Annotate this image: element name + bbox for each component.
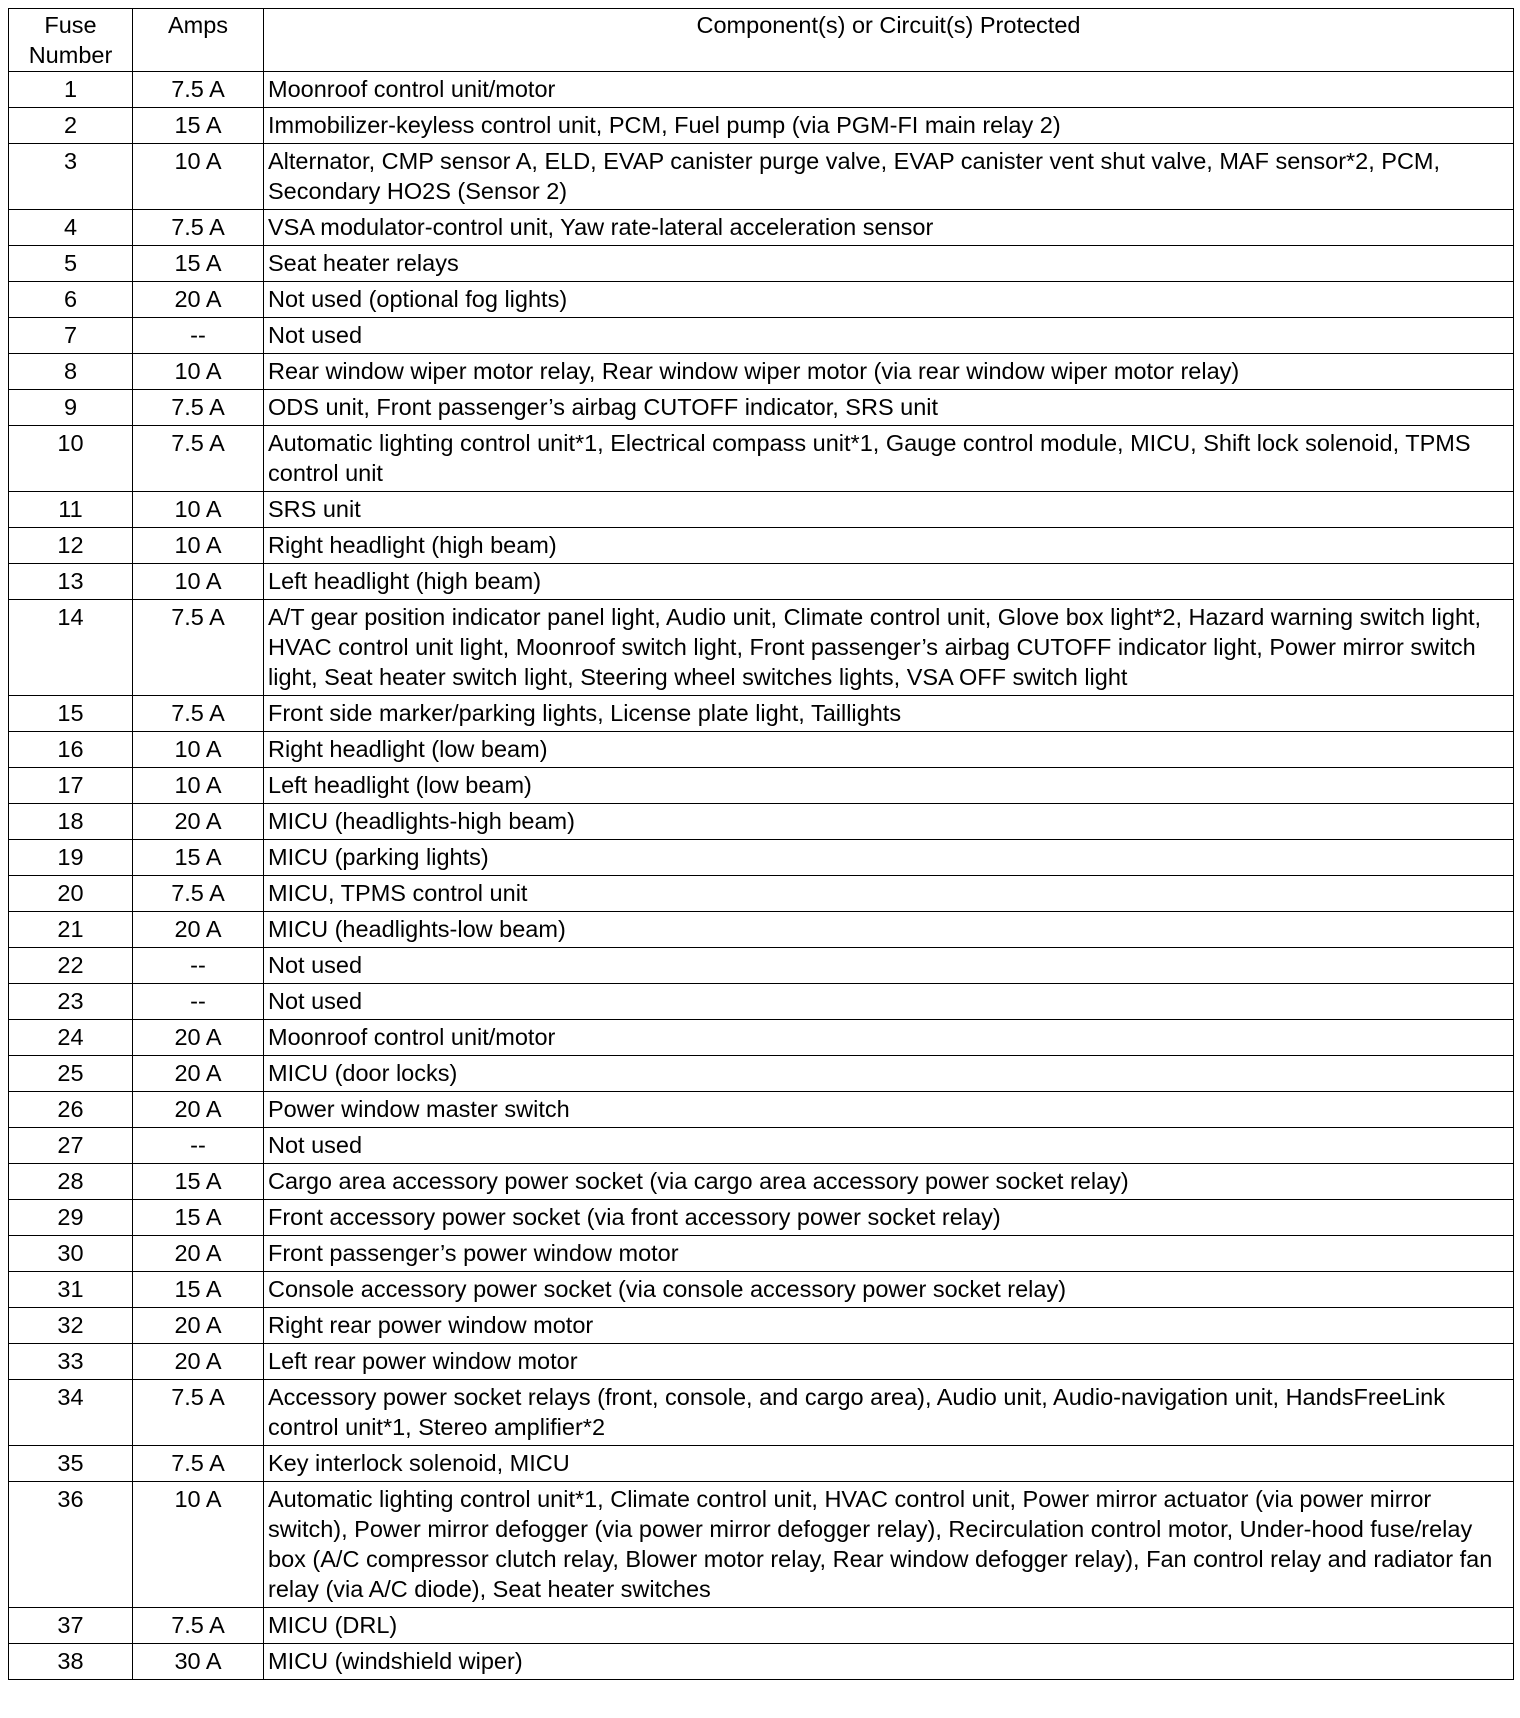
table-row (9, 912, 1514, 948)
amps-cell: 15 A (133, 1164, 264, 1200)
table-row (9, 768, 1514, 804)
fuse-number-cell: 4 (9, 210, 133, 246)
table-row (9, 1020, 1514, 1056)
component-cell: Front passenger’s power window motor (264, 1236, 1514, 1272)
fuse-number-cell: 25 (9, 1056, 133, 1092)
table-row (9, 564, 1514, 600)
table-body (9, 72, 1514, 1680)
fuse-number-cell: 23 (9, 984, 133, 1020)
amps-cell: 10 A (133, 1482, 264, 1608)
fuse-number-cell: 16 (9, 732, 133, 768)
table-row (9, 876, 1514, 912)
table-row (9, 246, 1514, 282)
fuse-number-cell: 27 (9, 1128, 133, 1164)
table-row (9, 948, 1514, 984)
fuse-number-cell: 18 (9, 804, 133, 840)
table-row (9, 984, 1514, 1020)
component-cell: Accessory power socket relays (front, console, and cargo area), Audio unit, Audio-navigation unit, HandsFreeLink control unit*1, Stereo amplifier*2 (264, 1380, 1514, 1446)
table-row (9, 1164, 1514, 1200)
amps-cell: 7.5 A (133, 426, 264, 492)
component-cell: MICU (parking lights) (264, 840, 1514, 876)
fuse-number-cell: 19 (9, 840, 133, 876)
component-cell: Automatic lighting control unit*1, Electrical compass unit*1, Gauge control module, MICU, Shift lock solenoid, TPMS control unit (264, 426, 1514, 492)
component-cell: MICU, TPMS control unit (264, 876, 1514, 912)
table-row (9, 1446, 1514, 1482)
fuse-number-cell: 10 (9, 426, 133, 492)
amps-cell: 7.5 A (133, 390, 264, 426)
amps-cell: -- (133, 984, 264, 1020)
table-row (9, 318, 1514, 354)
component-cell: SRS unit (264, 492, 1514, 528)
component-cell: MICU (DRL) (264, 1608, 1514, 1644)
table-row (9, 282, 1514, 318)
amps-cell: 20 A (133, 1092, 264, 1128)
fuse-number-cell: 34 (9, 1380, 133, 1446)
amps-cell: 20 A (133, 1236, 264, 1272)
amps-cell: 10 A (133, 144, 264, 210)
fuse-number-cell: 28 (9, 1164, 133, 1200)
amps-cell: 10 A (133, 768, 264, 804)
amps-cell: 15 A (133, 1200, 264, 1236)
table-row (9, 528, 1514, 564)
component-cell: Console accessory power socket (via console accessory power socket relay) (264, 1272, 1514, 1308)
component-cell: Automatic lighting control unit*1, Climate control unit, HVAC control unit, Power mirror actuator (via power mirror switch), Power mirror defogger (via power mirror defogger relay), Recirculation control motor, Under-hood fuse/relay box (A/C compressor clutch relay, Blower motor relay, Rear window defogger relay), Fan control relay and radiator fan relay (via A/C diode), Seat heater switches (264, 1482, 1514, 1608)
table-row (9, 1236, 1514, 1272)
component-cell: Cargo area accessory power socket (via cargo area accessory power socket relay) (264, 1164, 1514, 1200)
amps-cell: 30 A (133, 1644, 264, 1680)
fuse-number-cell: 8 (9, 354, 133, 390)
amps-cell: 15 A (133, 1272, 264, 1308)
amps-cell: 20 A (133, 282, 264, 318)
table-row (9, 72, 1514, 108)
table-row (9, 1344, 1514, 1380)
component-cell: Not used (optional fog lights) (264, 282, 1514, 318)
table-row (9, 1128, 1514, 1164)
amps-cell: 7.5 A (133, 210, 264, 246)
table-row (9, 1482, 1514, 1608)
fuse-number-cell: 17 (9, 768, 133, 804)
table-row (9, 108, 1514, 144)
table-row (9, 1608, 1514, 1644)
component-cell: Key interlock solenoid, MICU (264, 1446, 1514, 1482)
component-cell: Front side marker/parking lights, License plate light, Taillights (264, 696, 1514, 732)
fuse-number-cell: 13 (9, 564, 133, 600)
fuse-number-cell: 33 (9, 1344, 133, 1380)
fuse-number-cell: 9 (9, 390, 133, 426)
amps-cell: 7.5 A (133, 1380, 264, 1446)
header-fuse-number: Fuse Number (9, 9, 133, 72)
component-cell: Right headlight (high beam) (264, 528, 1514, 564)
fuse-number-cell: 24 (9, 1020, 133, 1056)
fuse-table (8, 8, 1514, 1680)
fuse-number-cell: 22 (9, 948, 133, 984)
component-cell: Power window master switch (264, 1092, 1514, 1128)
component-cell: MICU (door locks) (264, 1056, 1514, 1092)
fuse-number-cell: 12 (9, 528, 133, 564)
component-cell: Moonroof control unit/motor (264, 1020, 1514, 1056)
component-cell: MICU (windshield wiper) (264, 1644, 1514, 1680)
amps-cell: 7.5 A (133, 600, 264, 696)
amps-cell: 20 A (133, 1308, 264, 1344)
table-row (9, 732, 1514, 768)
fuse-number-cell: 30 (9, 1236, 133, 1272)
amps-cell: 20 A (133, 804, 264, 840)
fuse-number-cell: 1 (9, 72, 133, 108)
amps-cell: 7.5 A (133, 876, 264, 912)
header-amps: Amps (133, 9, 264, 72)
amps-cell: 20 A (133, 1020, 264, 1056)
fuse-number-cell: 11 (9, 492, 133, 528)
amps-cell: 7.5 A (133, 696, 264, 732)
amps-cell: 7.5 A (133, 72, 264, 108)
component-cell: MICU (headlights-low beam) (264, 912, 1514, 948)
component-cell: Not used (264, 948, 1514, 984)
component-cell: Not used (264, 984, 1514, 1020)
fuse-number-cell: 15 (9, 696, 133, 732)
component-cell: A/T gear position indicator panel light, Audio unit, Climate control unit, Glove box light*2, Hazard warning switch light, HVAC control unit light, Moonroof switch light, Front passenger’s airbag CUTOFF indicator light, Power mirror switch light, Seat heater switch light, Steering wheel switches lights, VSA OFF switch light (264, 600, 1514, 696)
amps-cell: 20 A (133, 1344, 264, 1380)
amps-cell: 15 A (133, 108, 264, 144)
component-cell: Alternator, CMP sensor A, ELD, EVAP canister purge valve, EVAP canister vent shut valve, MAF sensor*2, PCM, Secondary HO2S (Sensor 2) (264, 144, 1514, 210)
amps-cell: -- (133, 1128, 264, 1164)
amps-cell: -- (133, 318, 264, 354)
table-row (9, 600, 1514, 696)
table-row (9, 492, 1514, 528)
amps-cell: 20 A (133, 1056, 264, 1092)
table-row (9, 426, 1514, 492)
fuse-number-cell: 2 (9, 108, 133, 144)
component-cell: ODS unit, Front passenger’s airbag CUTOFF indicator, SRS unit (264, 390, 1514, 426)
fuse-number-cell: 35 (9, 1446, 133, 1482)
table-row (9, 390, 1514, 426)
fuse-number-cell: 37 (9, 1608, 133, 1644)
header-row (9, 9, 1514, 72)
fuse-number-cell: 32 (9, 1308, 133, 1344)
amps-cell: 10 A (133, 732, 264, 768)
amps-cell: 20 A (133, 912, 264, 948)
table-row (9, 1644, 1514, 1680)
component-cell: Left rear power window motor (264, 1344, 1514, 1380)
fuse-number-cell: 29 (9, 1200, 133, 1236)
fuse-number-cell: 7 (9, 318, 133, 354)
amps-cell: 10 A (133, 564, 264, 600)
table-row (9, 1200, 1514, 1236)
table-row (9, 144, 1514, 210)
component-cell: Left headlight (low beam) (264, 768, 1514, 804)
table-row (9, 1272, 1514, 1308)
component-cell: Moonroof control unit/motor (264, 72, 1514, 108)
component-cell: MICU (headlights-high beam) (264, 804, 1514, 840)
component-cell: Rear window wiper motor relay, Rear window wiper motor (via rear window wiper motor relay) (264, 354, 1514, 390)
fuse-number-cell: 38 (9, 1644, 133, 1680)
fuse-number-cell: 14 (9, 600, 133, 696)
table-row (9, 696, 1514, 732)
table-header (9, 9, 1514, 72)
component-cell: Right rear power window motor (264, 1308, 1514, 1344)
fuse-number-cell: 21 (9, 912, 133, 948)
table-row (9, 1380, 1514, 1446)
fuse-number-cell: 6 (9, 282, 133, 318)
component-cell: Not used (264, 1128, 1514, 1164)
table-row (9, 840, 1514, 876)
component-cell: Left headlight (high beam) (264, 564, 1514, 600)
component-cell: Not used (264, 318, 1514, 354)
component-cell: Right headlight (low beam) (264, 732, 1514, 768)
fuse-number-cell: 36 (9, 1482, 133, 1608)
amps-cell: 15 A (133, 840, 264, 876)
amps-cell: 15 A (133, 246, 264, 282)
fuse-number-cell: 26 (9, 1092, 133, 1128)
fuse-number-cell: 5 (9, 246, 133, 282)
table-row (9, 210, 1514, 246)
table-row (9, 1056, 1514, 1092)
component-cell: VSA modulator-control unit, Yaw rate-lateral acceleration sensor (264, 210, 1514, 246)
amps-cell: 10 A (133, 354, 264, 390)
amps-cell: 10 A (133, 492, 264, 528)
table-row (9, 1308, 1514, 1344)
table-row (9, 1092, 1514, 1128)
component-cell: Seat heater relays (264, 246, 1514, 282)
table-row (9, 804, 1514, 840)
amps-cell: 7.5 A (133, 1446, 264, 1482)
component-cell: Immobilizer-keyless control unit, PCM, Fuel pump (via PGM-FI main relay 2) (264, 108, 1514, 144)
fuse-number-cell: 3 (9, 144, 133, 210)
fuse-number-cell: 20 (9, 876, 133, 912)
amps-cell: -- (133, 948, 264, 984)
fuse-number-cell: 31 (9, 1272, 133, 1308)
component-cell: Front accessory power socket (via front accessory power socket relay) (264, 1200, 1514, 1236)
amps-cell: 10 A (133, 528, 264, 564)
header-components: Component(s) or Circuit(s) Protected (264, 9, 1514, 72)
table-row (9, 354, 1514, 390)
amps-cell: 7.5 A (133, 1608, 264, 1644)
